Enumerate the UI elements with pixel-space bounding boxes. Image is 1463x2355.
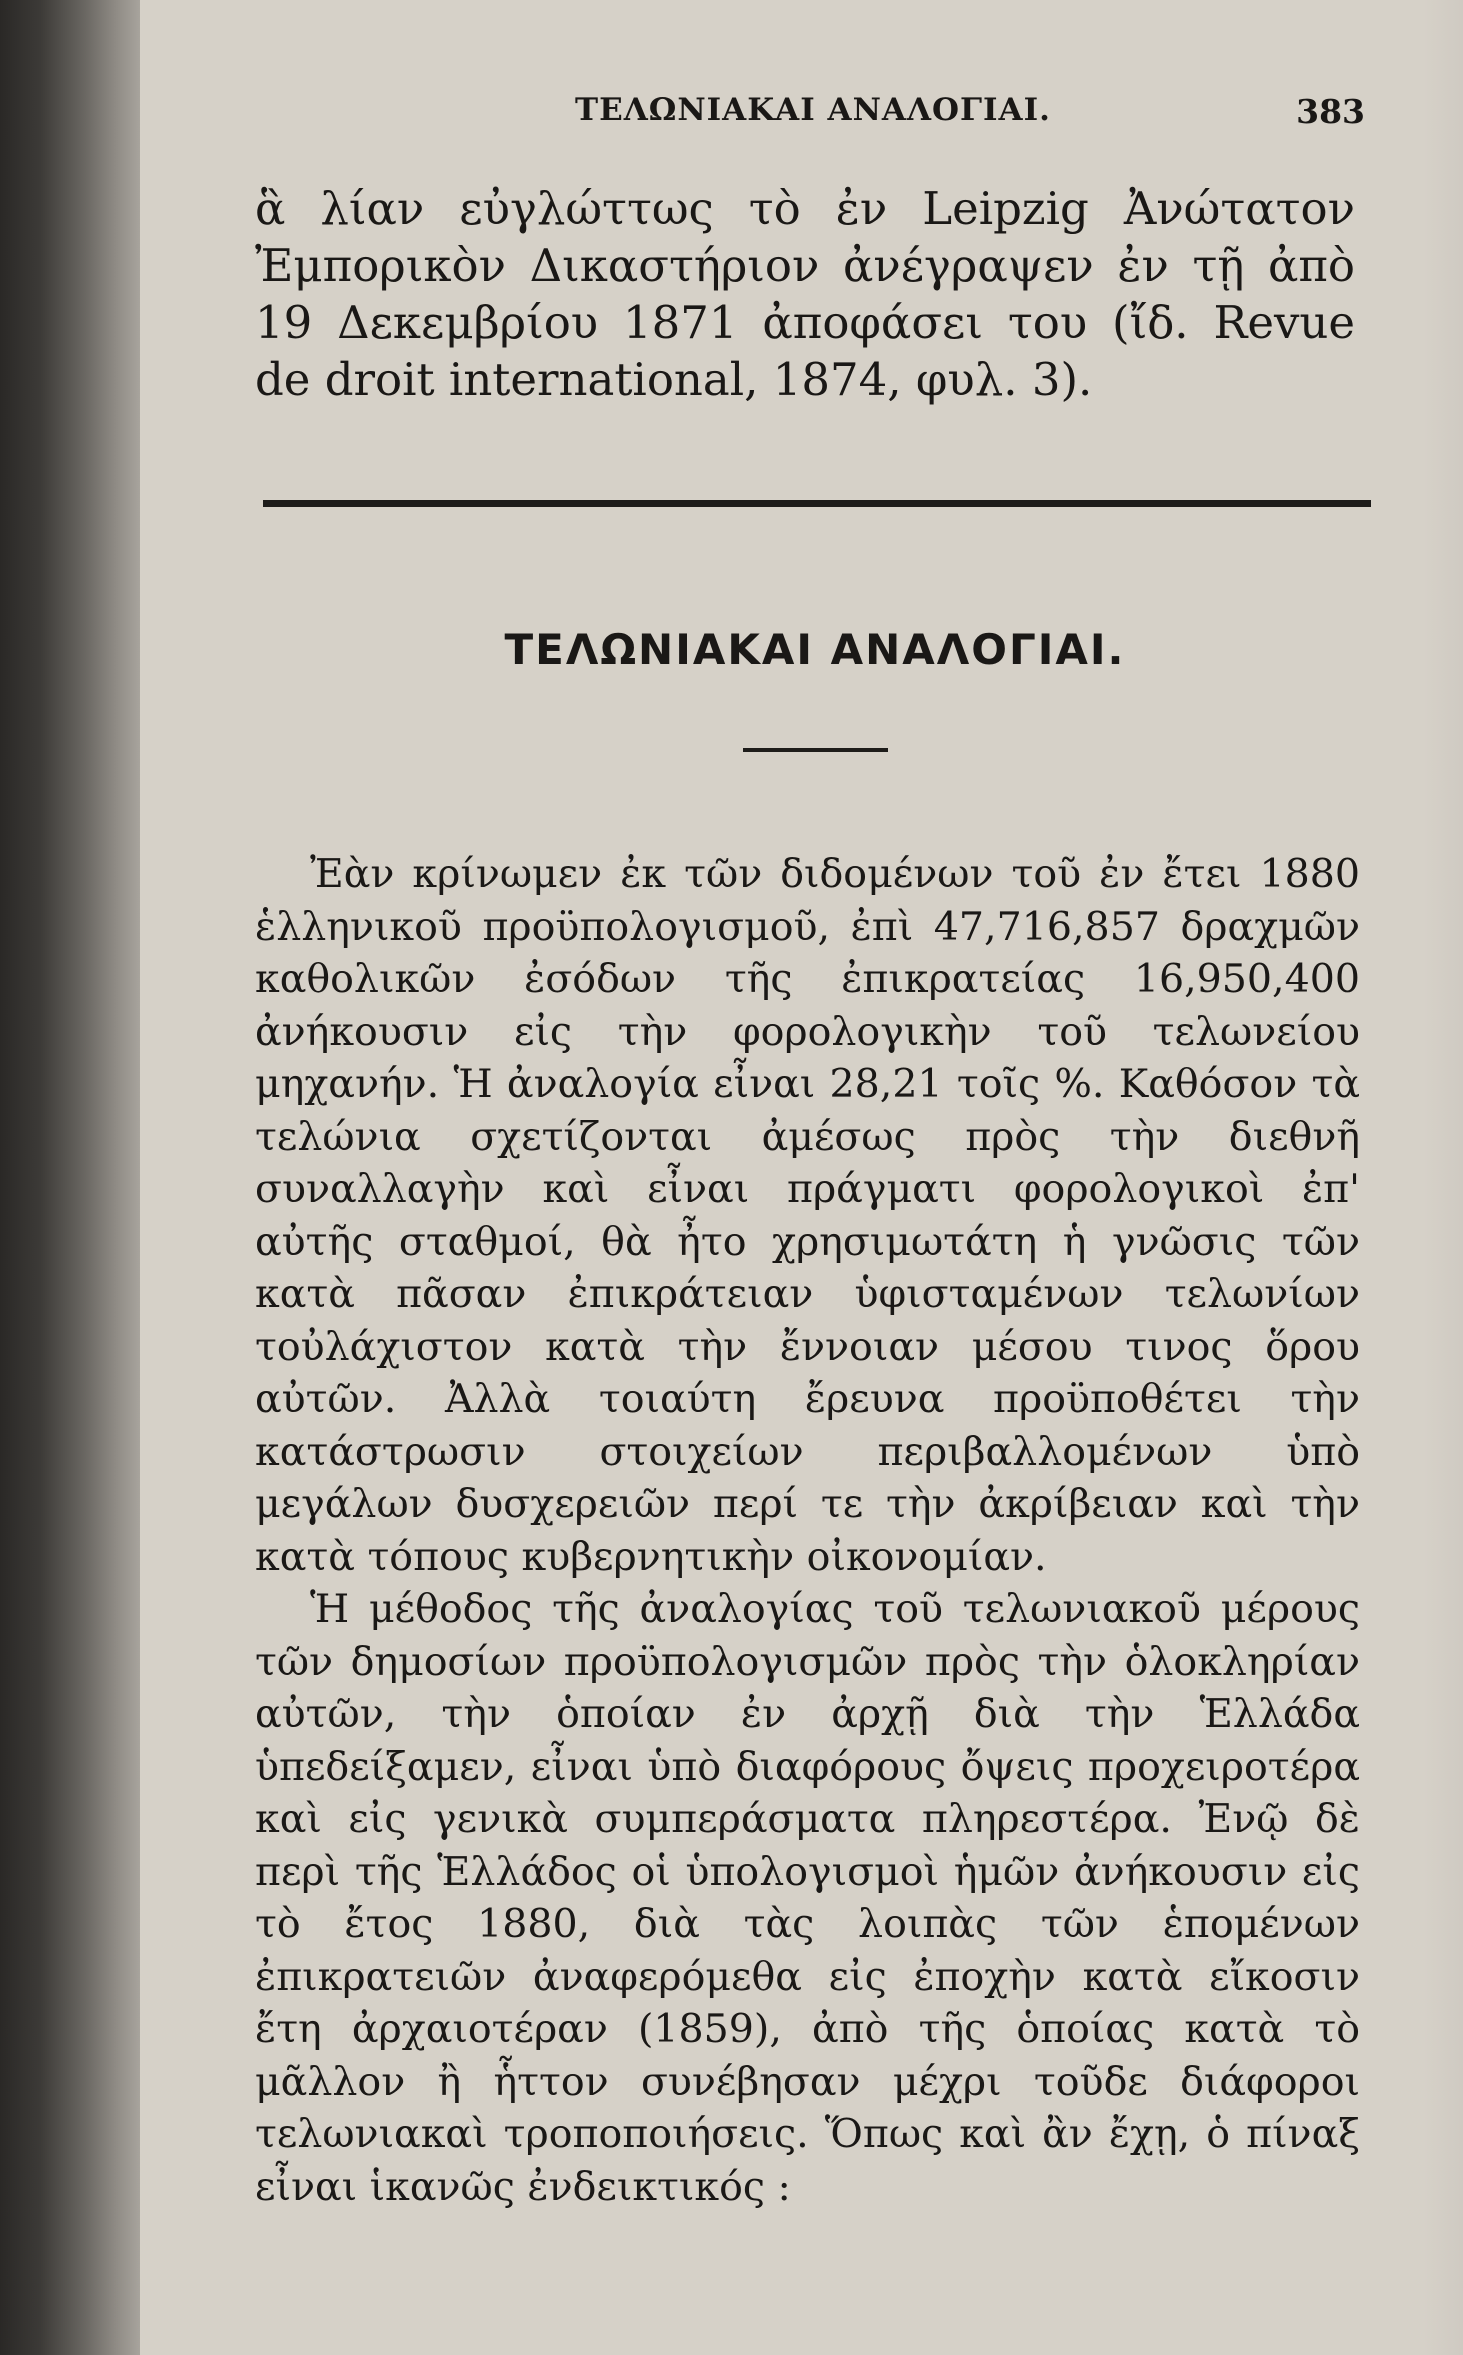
page-edge-shade bbox=[1423, 0, 1463, 2355]
paragraph-1: Ἐὰν κρίνωμεν ἐκ τῶν διδομένων τοῦ ἐν ἔτει 1880 ἑλληνικοῦ προϋπολογισμοῦ, ἐπὶ 47,716,857 δραχμῶν καθολικῶν ἐσόδων τῆς ἐπικρατείας 16,950,400 ἀνήκουσιν εἰς τὴν φορολογικὴν τοῦ τελωνείου μηχανήν. Ἡ ἀναλογία εἶναι 28,21 τοῖς %. Καθόσον τὰ τελώνια σχετίζονται ἀμέσως πρὸς τὴν διεθνῆ συναλλαγὴν καὶ εἶναι πράγματι φορολογικοὶ ἐπ' αὐτῆς σταθμοί, θὰ ἦτο χρησιμωτάτη ἡ γνῶσις τῶν κατὰ πᾶσαν ἐπικράτειαν ὑφισταμένων τελωνίων τοὐλάχιστον κατὰ τὴν ἔννοιαν μέσου τινος ὅρου αὐτῶν. Ἀλλὰ τοιαύτη ἔρευνα προϋποθέτει τὴν κατάστρωσιν στοιχείων περιβαλλομένων ὑπὸ μεγάλων δυσχερειῶν περί τε τὴν ἀκρίβειαν καὶ τὴν κατὰ τόπους κυβερνητικὴν οἰκονομίαν. bbox=[255, 851, 1360, 1580]
title-underline-rule bbox=[743, 748, 888, 752]
section-divider-rule bbox=[263, 500, 1371, 507]
running-title: ΤΕΛΩΝΙΑΚΑΙ ΑΝΑΛΟΓΙΑΙ. bbox=[575, 92, 1051, 128]
body-text bbox=[255, 848, 1360, 2213]
running-header bbox=[255, 92, 1375, 142]
section-title: ΤΕΛΩΝΙΑΚΑΙ ΑΝΑΛΟΓΙΑΙ. bbox=[504, 625, 1126, 674]
book-page bbox=[255, 0, 1375, 2355]
footnote-continuation: ἃ λίαν εὐγλώττως τὸ ἐν Leipzig Ἀνώτατον Ἐμπορικὸν Δικαστήριον ἀνέγραψεν ἐν τῇ ἀπὸ 19 Δεκεμβρίου 1871 ἀποφάσει του (ἴδ. Revue de droit international, 1874, φυλ. 3). bbox=[255, 182, 1355, 406]
paragraph-2: Ἡ μέθοδος τῆς ἀναλογίας τοῦ τελωνιακοῦ μέρους τῶν δημοσίων προϋπολογισμῶν πρὸς τὴν ὁλοκληρίαν αὐτῶν, τὴν ὁποίαν ἐν ἀρχῇ διὰ τὴν Ἑλλάδα ὑπεδείξαμεν, εἶναι ὑπὸ διαφόρους ὄψεις προχειροτέρα καὶ εἰς γενικὰ συμπεράσματα πληρεστέρα. Ἐνῷ δὲ περὶ τῆς Ἑλλάδος οἱ ὑπολογισμοὶ ἡμῶν ἀνήκουσιν εἰς τὸ ἔτος 1880, διὰ τὰς λοιπὰς τῶν ἑπομένων ἐπικρατειῶν ἀναφερόμεθα εἰς ἐποχὴν κατὰ εἴκοσιν ἔτη ἀρχαιοτέραν (1859), ἀπὸ τῆς ὁποίας κατὰ τὸ μᾶλλον ἢ ἧττον συνέβησαν μέχρι τοῦδε διάφοροι τελωνιακαὶ τροποποιήσεις. Ὅπως καὶ ἂν ἔχῃ, ὁ πίναξ εἶναι ἱκανῶς ἐνδεικτικός : bbox=[255, 1586, 1360, 2210]
book-gutter-shadow bbox=[0, 0, 140, 2355]
page-number: 383 bbox=[1296, 92, 1365, 131]
